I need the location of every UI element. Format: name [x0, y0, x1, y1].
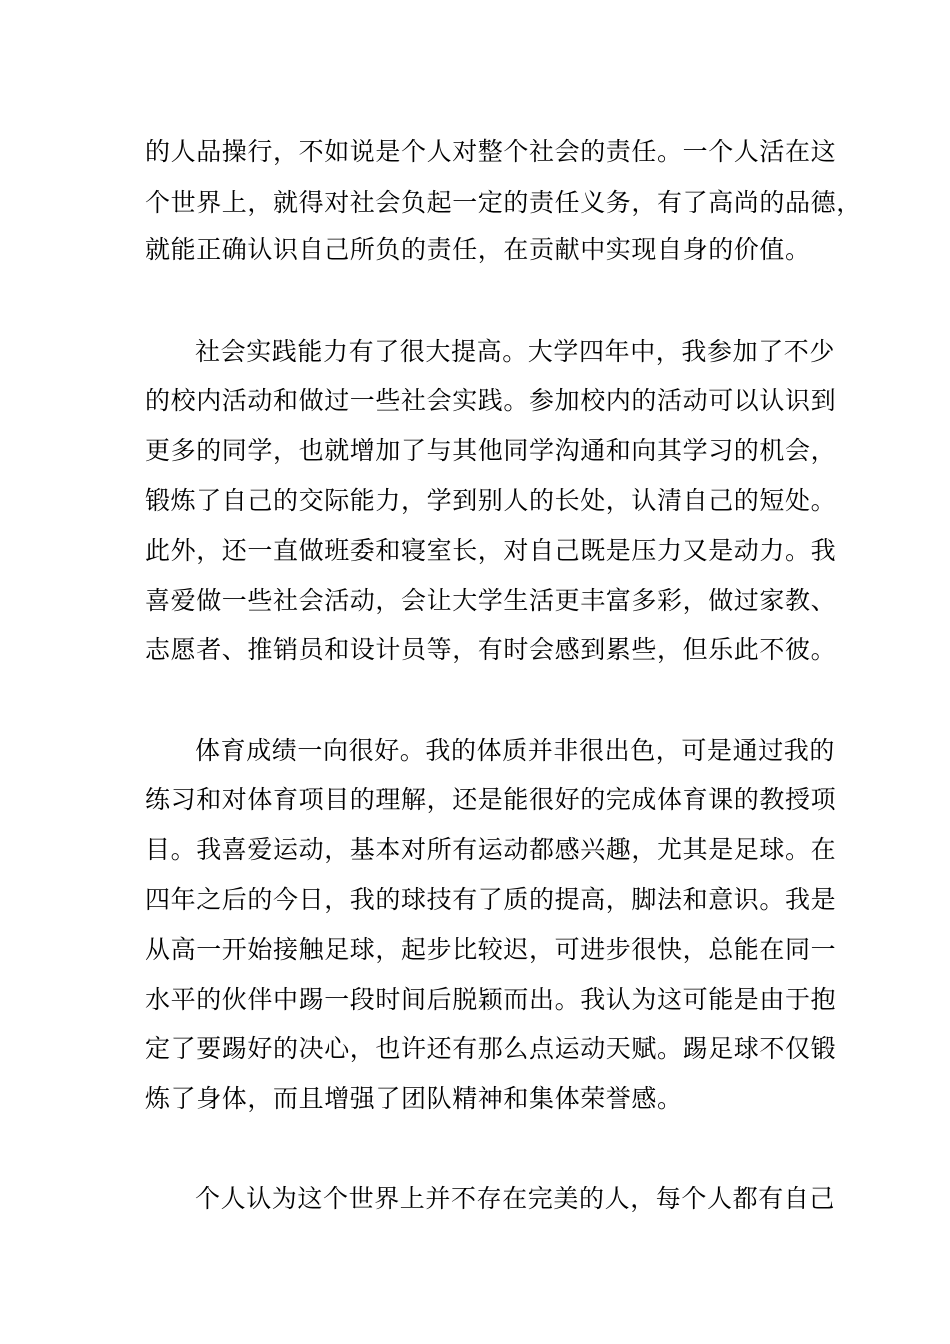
- paragraph-4-line-1: 个人认为这个世界上并不存在完美的人，每个人都有自己: [195, 1184, 836, 1213]
- paragraph-2-line-4: 锻炼了自己的交际能力，学到别人的长处，认清自己的短处。: [145, 486, 837, 515]
- paragraph-2-line-1: 社会实践能力有了很大提高。大学四年中，我参加了不少: [195, 337, 836, 366]
- paragraph-2-line-6: 喜爱做一些社会活动，会让大学生活更丰富多彩，做过家教、: [145, 586, 837, 615]
- paragraph-3-line-3: 目。我喜爱运动，基本对所有运动都感兴趣，尤其是足球。在: [145, 835, 837, 864]
- paragraph-3-line-6: 水平的伙伴中踢一段时间后脱颖而出。我认为这可能是由于抱: [145, 985, 837, 1014]
- paragraph-1-line-2: 个世界上，就得对社会负起一定的责任义务，有了高尚的品德，: [145, 188, 862, 217]
- paragraph-3-line-1: 体育成绩一向很好。我的体质并非很出色，可是通过我的: [195, 736, 836, 765]
- paragraph-3-line-7: 定了要踢好的决心，也许还有那么点运动天赋。踢足球不仅锻: [145, 1034, 837, 1063]
- paragraph-2-line-2: 的校内活动和做过一些社会实践。参加校内的活动可以认识到: [145, 386, 837, 415]
- paragraph-3-line-2: 练习和对体育项目的理解，还是能很好的完成体育课的教授项: [145, 785, 837, 814]
- paragraph-1-line-1: 的人品操行，不如说是个人对整个社会的责任。一个人活在这: [145, 137, 837, 166]
- paragraph-3-line-5: 从高一开始接触足球，起步比较迟，可进步很快，总能在同一: [145, 935, 837, 964]
- paragraph-2-line-7: 志愿者、推销员和设计员等，有时会感到累些，但乐此不彼。: [145, 635, 837, 664]
- paragraph-3-line-4: 四年之后的今日，我的球技有了质的提高，脚法和意识。我是: [145, 885, 837, 914]
- paragraph-2-line-5: 此外，还一直做班委和寝室长，对自己既是压力又是动力。我: [145, 536, 837, 565]
- paragraph-2-line-3: 更多的同学，也就增加了与其他同学沟通和向其学习的机会，: [145, 436, 837, 465]
- paragraph-1-line-3: 就能正确认识自己所负的责任，在贡献中实现自身的价值。: [145, 235, 811, 264]
- paragraph-3-line-8: 炼了身体，而且增强了团队精神和集体荣誉感。: [145, 1084, 683, 1113]
